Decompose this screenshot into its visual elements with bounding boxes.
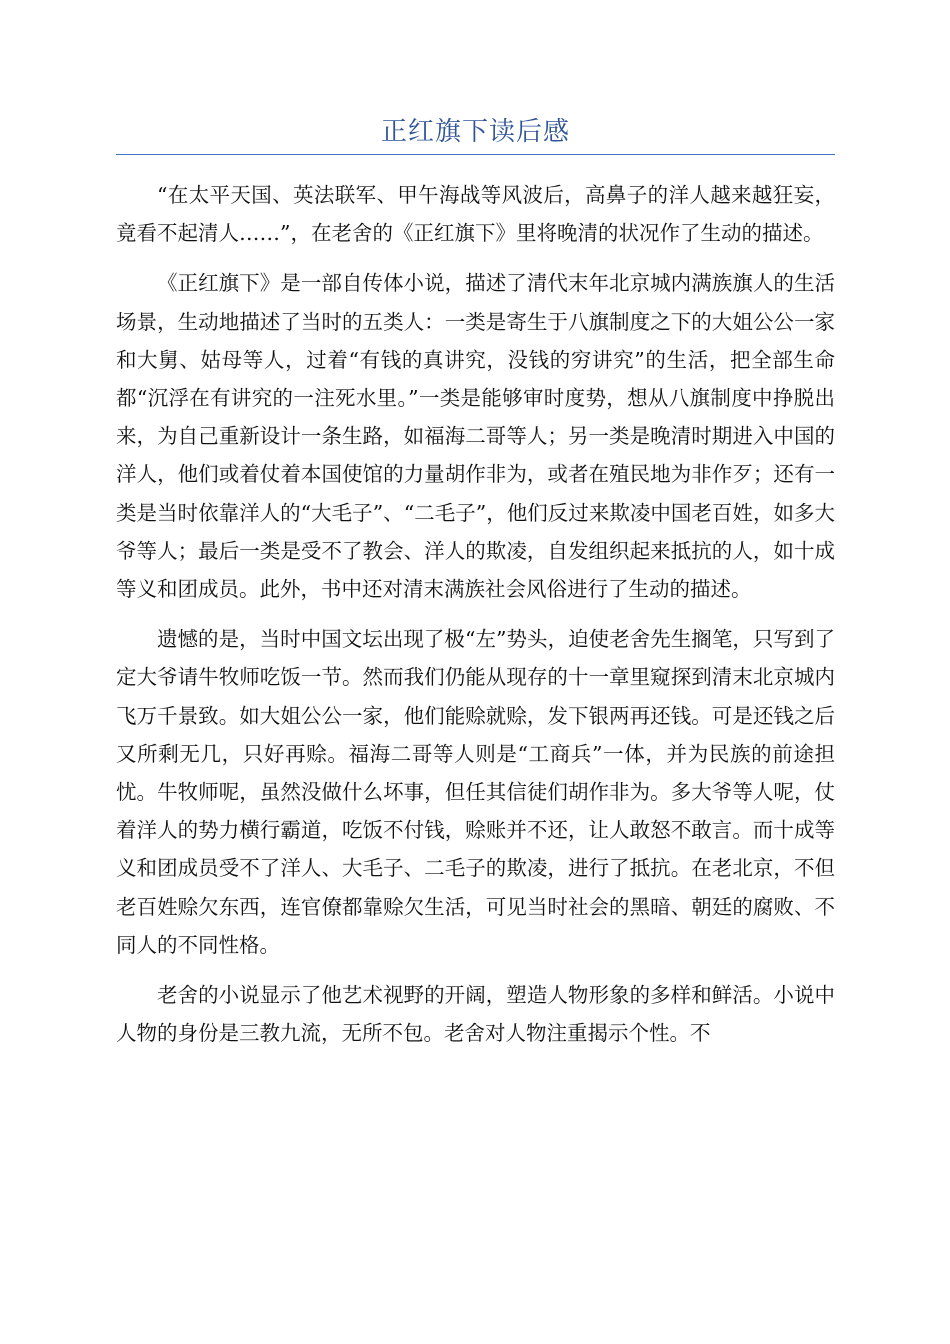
document-title: 正红旗下读后感 xyxy=(380,117,570,147)
paragraph-2: 《正红旗下》是一部自传体小说，描述了清代末年北京城内满族旗人的生活场景，生动地描述了当时的五类人：一类是寄生于八旗制度之下的大姐公公一家和大舅、姑母等人，过着“有钱的真讲究，没钱的穷讲究”的生活，把全部生命都“沉浮在有讲究的一注死水里。”一类是能够审时度势，想从八旗制度中挣脱出来，为自己重新设计一条生路，如福海二哥等人；另一类是晚清时期进入中国的洋人，他们或着仗着本国使馆的力量胡作非为，或者在殖民地为非作歹；还有一类是当时依靠洋人的“大毛子”、“二毛子”，他们反过来欺凌中国老百姓，如多大爷等人；最后一类是受不了教会、洋人的欺凌，自发组织起来抵抗的人，如十成等义和团成员。此外，书中还对清末满族社会风俗进行了生动的描述。 xyxy=(116,271,835,602)
title-underline xyxy=(116,154,835,155)
paragraph-4: 老舍的小说显示了他艺术视野的开阔，塑造人物形象的多样和鲜活。小说中人物的身份是三教九流，无所不包。老舍对人物注重揭示个性。不 xyxy=(116,983,835,1046)
document-body xyxy=(116,176,835,1064)
paragraph-1: “在太平天国、英法联军、甲午海战等风波后，高鼻子的洋人越来越狂妄，竟看不起清人……”，在老舍的《正红旗下》里将晚清的状况作了生动的描述。 xyxy=(116,183,835,246)
paragraph-3: 遗憾的是，当时中国文坛出现了极“左”势头，迫使老舍先生搁笔，只写到了定大爷请牛牧师吃饭一节。然而我们仍能从现存的十一章里窥探到清末北京城内飞万千景致。如大姐公公一家，他们能赊就赊，发下银两再还钱。可是还钱之后又所剩无几，只好再赊。福海二哥等人则是“工商兵”一体，并为民族的前途担忧。牛牧师呢，虽然没做什么坏事，但任其信徒们胡作非为。多大爷等人呢，仗着洋人的势力横行霸道，吃饭不付钱，赊账并不还，让人敢怒不敢言。而十成等义和团成员受不了洋人、大毛子、二毛子的欺凌，进行了抵抗。在老北京，不但老百姓赊欠东西，连官僚都靠赊欠生活，可见当时社会的黑暗、朝廷的腐败、不同人的不同性格。 xyxy=(116,627,835,957)
